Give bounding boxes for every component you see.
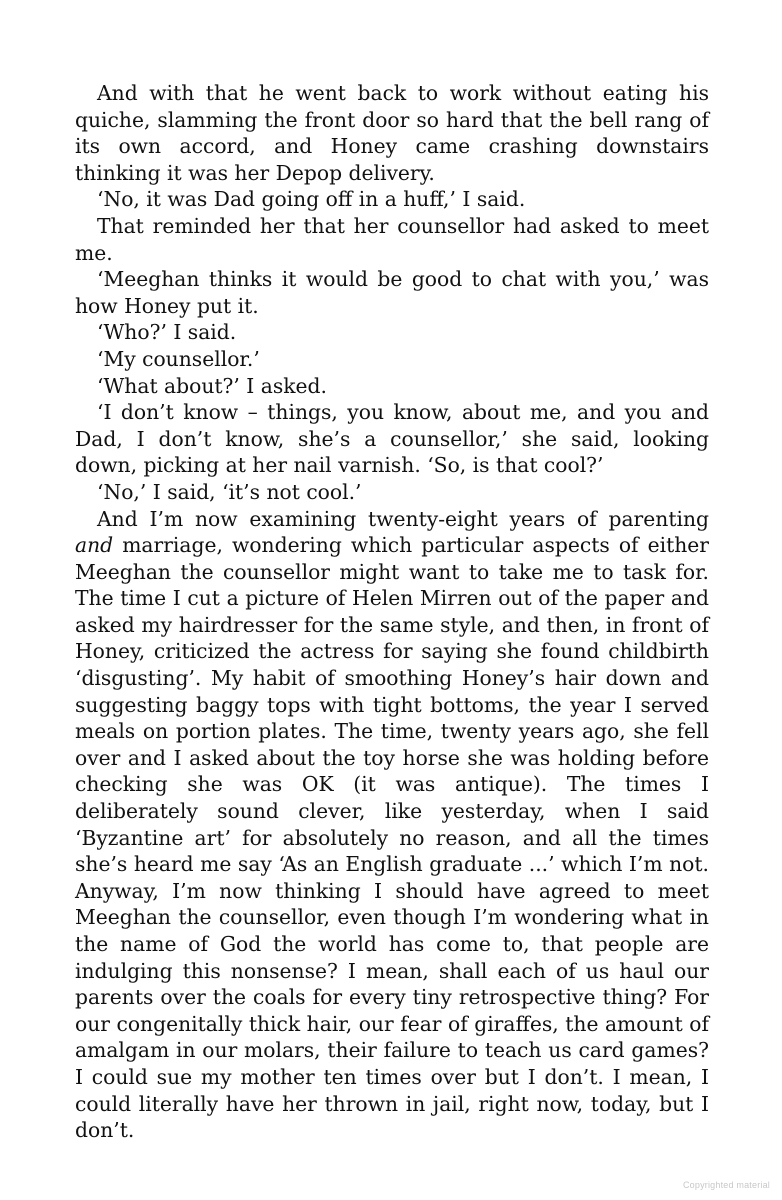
paragraph-3: That reminded her that her counsellor had asked to meet me.: [75, 213, 709, 265]
paragraph-5: ‘Who?’ I said.: [97, 320, 237, 345]
paragraph-7: ‘What about?’ I asked.: [97, 373, 327, 398]
book-page-text: [75, 80, 709, 1144]
paragraph-4: ‘Meeghan thinks it would be good to chat with you,’ was how Honey put it.: [75, 267, 709, 318]
paragraph-6: ‘My counsellor.’: [97, 346, 260, 371]
paragraph-2: ‘No, it was Dad going off in a huff,’ I said.: [97, 187, 526, 212]
italic-and: and: [75, 533, 114, 558]
paragraph-10-start: And I’m now examining twenty-eight years of parenting: [97, 506, 709, 531]
paragraph-10-rest: marriage, wondering which particular aspects of either Meeghan the counsellor might want to take me to task for. The time I cut a picture of Helen Mirren out of the paper and asked my hairdresser for the same style, and then, in front of Honey, criticized the actress for saying she found childbirth ‘disgusting’. My habit of smoothing Honey’s hair down and suggesting baggy tops with tight bottoms, the year I served meals on portion plates. The time, twenty years ago, she fell over and I asked about the toy horse she was holding before checking she was OK (it was antique). The times I deliberately sound clever, like yesterday, when I said ‘Byzantine art’ for absolutely no reason, and all the times she’s heard me say ‘As an English graduate ...’ which I’m not. Anyway, I’m now thinking I should have agreed to meet Meeghan the counsellor, even though I’m wondering what in the name of God the world has come to, that people are indulging this nonsense? I mean, shall each of us haul our parents over the coals for every tiny retrospective thing? For our congenitally thick hair, our fear of giraffes, the amount of amalgam in our molars, their failure to teach us card games? I could sue my mother ten times over but I don’t. I mean, I could literally have her thrown in jail, right now, today, but I don’t.: [75, 533, 709, 1143]
paragraph-10: [75, 506, 709, 1144]
paragraph-9: ‘No,’ I said, ‘it’s not cool.’: [97, 479, 362, 504]
copyright-watermark: Copyrighted material: [682, 1180, 770, 1190]
paragraph-8: ‘I don’t know – things, you know, about me, and you and Dad, I don’t know, she’s a counsellor,’ she said, looking down, picking at her nail varnish. ‘So, is that cool?’: [75, 400, 709, 478]
paragraph-1: And with that he went back to work without eating his quiche, slamming the front door so hard that the bell rang of its own accord, and Honey came crashing downstairs thinking it was her Depop delivery.: [75, 81, 709, 185]
